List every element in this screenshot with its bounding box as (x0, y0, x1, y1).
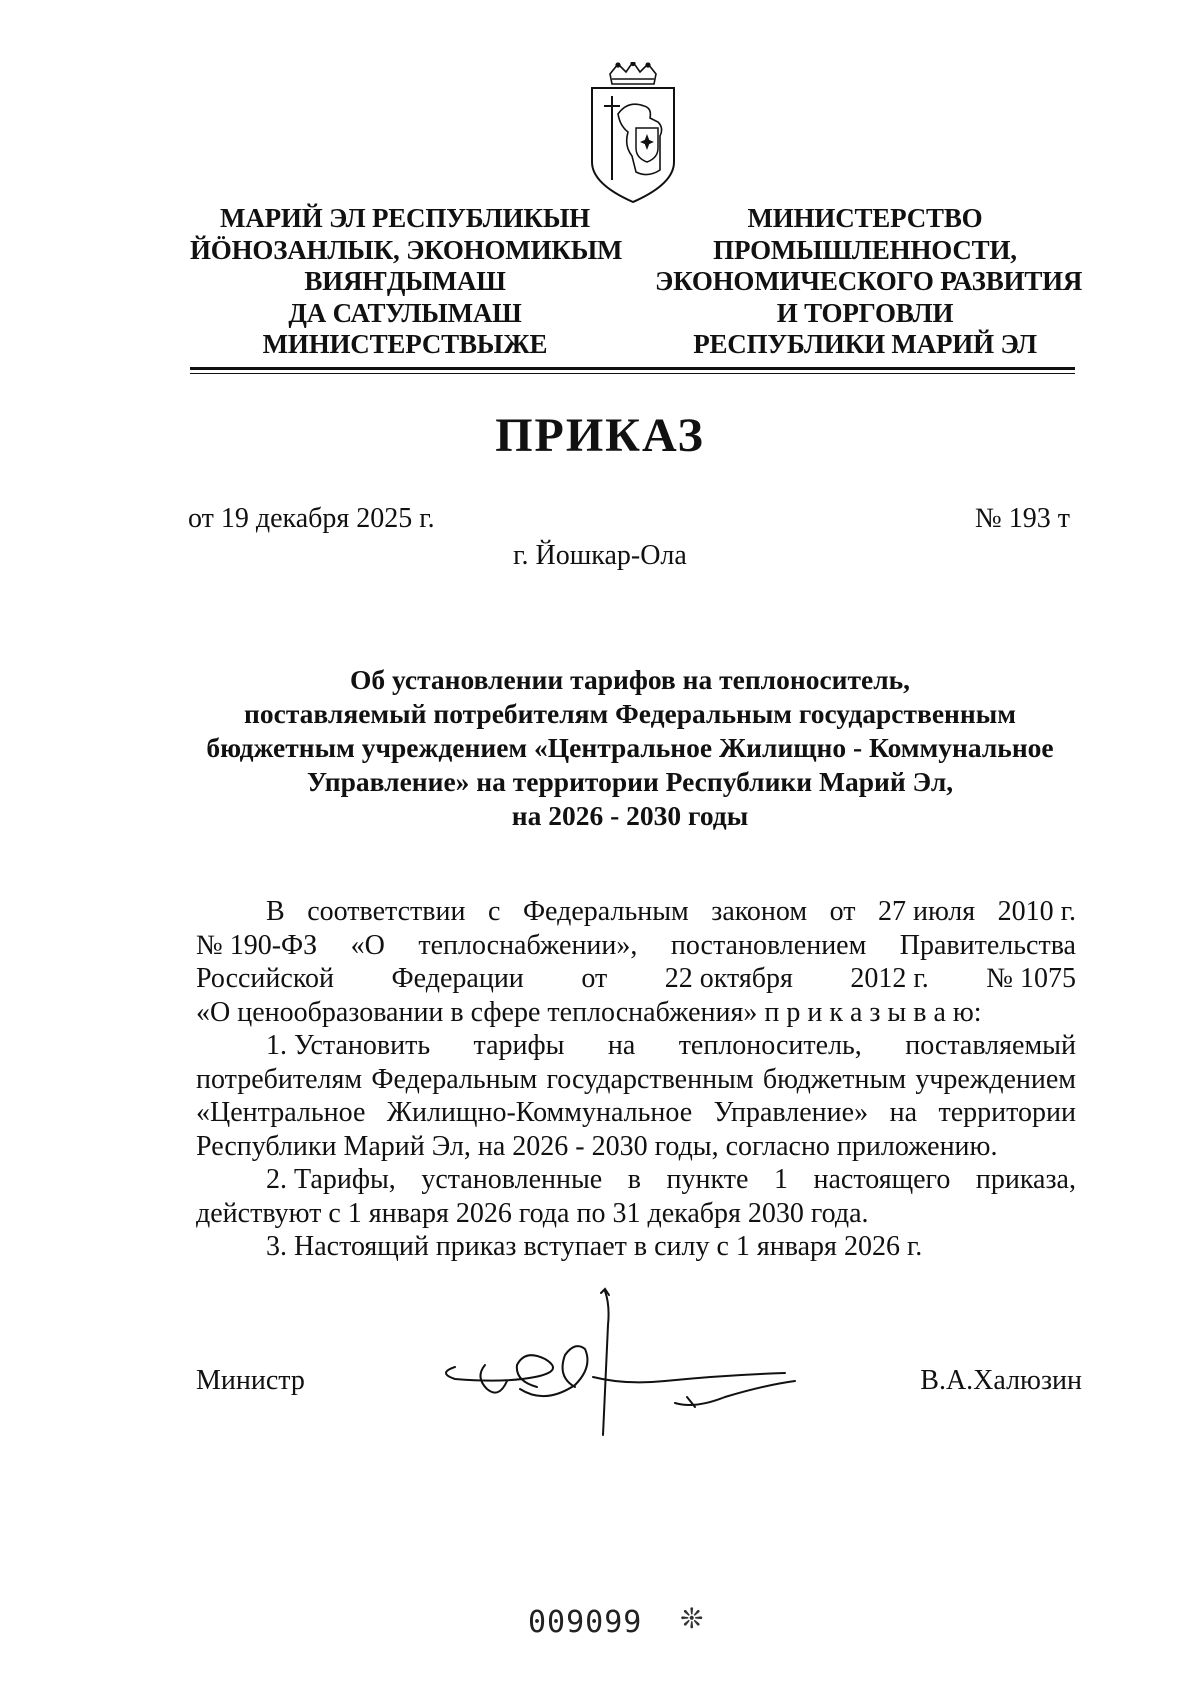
subject-line: бюджетным учреждением «Центральное Жилищно - Коммунальное (206, 732, 1054, 763)
word: Российской (196, 963, 334, 994)
word: Правительства (899, 929, 1076, 961)
header-line: ЭКОНОМИЧЕСКОГО РАЗВИТИЯ (655, 266, 1083, 296)
word: В (266, 896, 285, 927)
word: территории (938, 1097, 1076, 1128)
word: 1. Установить (266, 1030, 431, 1061)
body-line: 3. Настоящий приказ вступает в силу с 1 января 2026 г. (266, 1231, 923, 1262)
header-mari-text (190, 203, 623, 361)
word: 2010 г. (997, 896, 1076, 927)
header-line: ВИЯҤДЫМАШ (304, 266, 506, 296)
body-line (196, 962, 1076, 996)
word: Федерации (391, 963, 524, 994)
word: пункте (666, 1164, 749, 1195)
word: № 1075 (986, 963, 1076, 994)
header-line: МАРИЙ ЭЛ РЕСПУБЛИКЫН (220, 203, 590, 233)
order-number: № 193 т (975, 503, 1070, 534)
body-line (196, 1063, 1076, 1097)
word: настоящего (813, 1164, 951, 1195)
body-line (196, 929, 1076, 963)
word: потребителям (196, 1063, 363, 1095)
word: 2012 г. (850, 963, 929, 994)
body-line: «О ценообразовании в сфере теплоснабжения» п р и к а з ы в а ю: (196, 996, 982, 1028)
word: с (487, 896, 501, 927)
sword-icon (604, 96, 620, 180)
header-divider-thick (190, 367, 1075, 370)
word: «Центральное (196, 1097, 366, 1128)
word: теплоноситель, (678, 1030, 862, 1061)
word: Федеральным (522, 896, 689, 927)
header-line: РЕСПУБЛИКИ МАРИЙ ЭЛ (693, 329, 1037, 359)
word: Федеральным (371, 1063, 538, 1095)
word: приказа, (975, 1164, 1076, 1195)
serial-number: 009099 (528, 1605, 643, 1640)
header-line: И ТОРГОВЛИ (776, 297, 954, 328)
header-line: ДА САТУЛЫМАШ (288, 297, 522, 328)
order-date: от 19 декабря 2025 г. (188, 503, 435, 534)
snowflake-icon: ❊ (680, 1604, 704, 1635)
word: на (889, 1097, 917, 1128)
subject-line: Управление» на территории Республики Марий Эл, (306, 766, 954, 797)
header-line: МИНИСТЕРСТВО (747, 203, 983, 233)
header-russian-text (655, 203, 1083, 361)
word: бюджетным (762, 1063, 907, 1095)
word: от (581, 963, 608, 994)
word: 1 (773, 1164, 788, 1195)
coat-of-arms-emblem (588, 62, 678, 207)
word: 27 июля (878, 896, 976, 927)
word: постановлением (670, 929, 867, 961)
bear-icon (618, 104, 662, 174)
word: от (829, 896, 856, 927)
word: «О (350, 929, 385, 961)
subject-line: поставляемый потребителям Федеральным государственным (244, 698, 1016, 729)
subject-line: Об установлении тарифов на теплоноситель, (349, 664, 911, 695)
word: тарифы (473, 1030, 565, 1061)
word: государственным (546, 1063, 754, 1095)
signer-title: Министр (196, 1365, 305, 1396)
order-body (196, 895, 1076, 1264)
order-subject (150, 663, 1110, 833)
order-city: г. Йошкар-Ола (513, 540, 687, 571)
subject-line: на 2026 - 2030 годы (511, 800, 749, 831)
handwritten-signature (425, 1285, 855, 1445)
word: законом (711, 896, 808, 927)
body-line: Республики Марий Эл, на 2026 - 2030 годы, согласно приложению. (196, 1130, 998, 1162)
word: 22 октября (664, 963, 793, 994)
word: установленные (421, 1164, 603, 1195)
header-line: МИНИСТЕРСТВЫЖЕ (262, 329, 548, 359)
body-line (196, 895, 1076, 929)
small-shield-icon (636, 128, 658, 162)
body-line (196, 1029, 1076, 1063)
body-line: действуют с 1 января 2026 года по 31 декабря 2030 года. (196, 1197, 869, 1229)
body-line (196, 1163, 1076, 1197)
header-line: ЙӦНОЗАНЛЫК, ЭКОНОМИКЫМ (190, 234, 623, 265)
word: учреждением (915, 1063, 1076, 1095)
document-title: ПРИКАЗ (495, 409, 705, 462)
word: в (627, 1164, 641, 1195)
word: № 190-ФЗ (196, 929, 318, 961)
word: Управление» (713, 1097, 869, 1128)
word: Жилищно-Коммунальное (386, 1097, 693, 1128)
word: на (607, 1030, 636, 1061)
header-line: ПРОМЫШЛЕННОСТИ, (713, 234, 1017, 265)
crown-icon (610, 62, 656, 84)
word: поставляемый (905, 1030, 1076, 1061)
header-divider-thin (190, 373, 1075, 374)
word: 2. Тарифы, (266, 1164, 396, 1195)
word: соответствии (307, 896, 466, 927)
word: теплоснабжении», (418, 929, 638, 961)
signer-name: В.А.Халюзин (920, 1365, 1082, 1396)
body-line (196, 1096, 1076, 1130)
